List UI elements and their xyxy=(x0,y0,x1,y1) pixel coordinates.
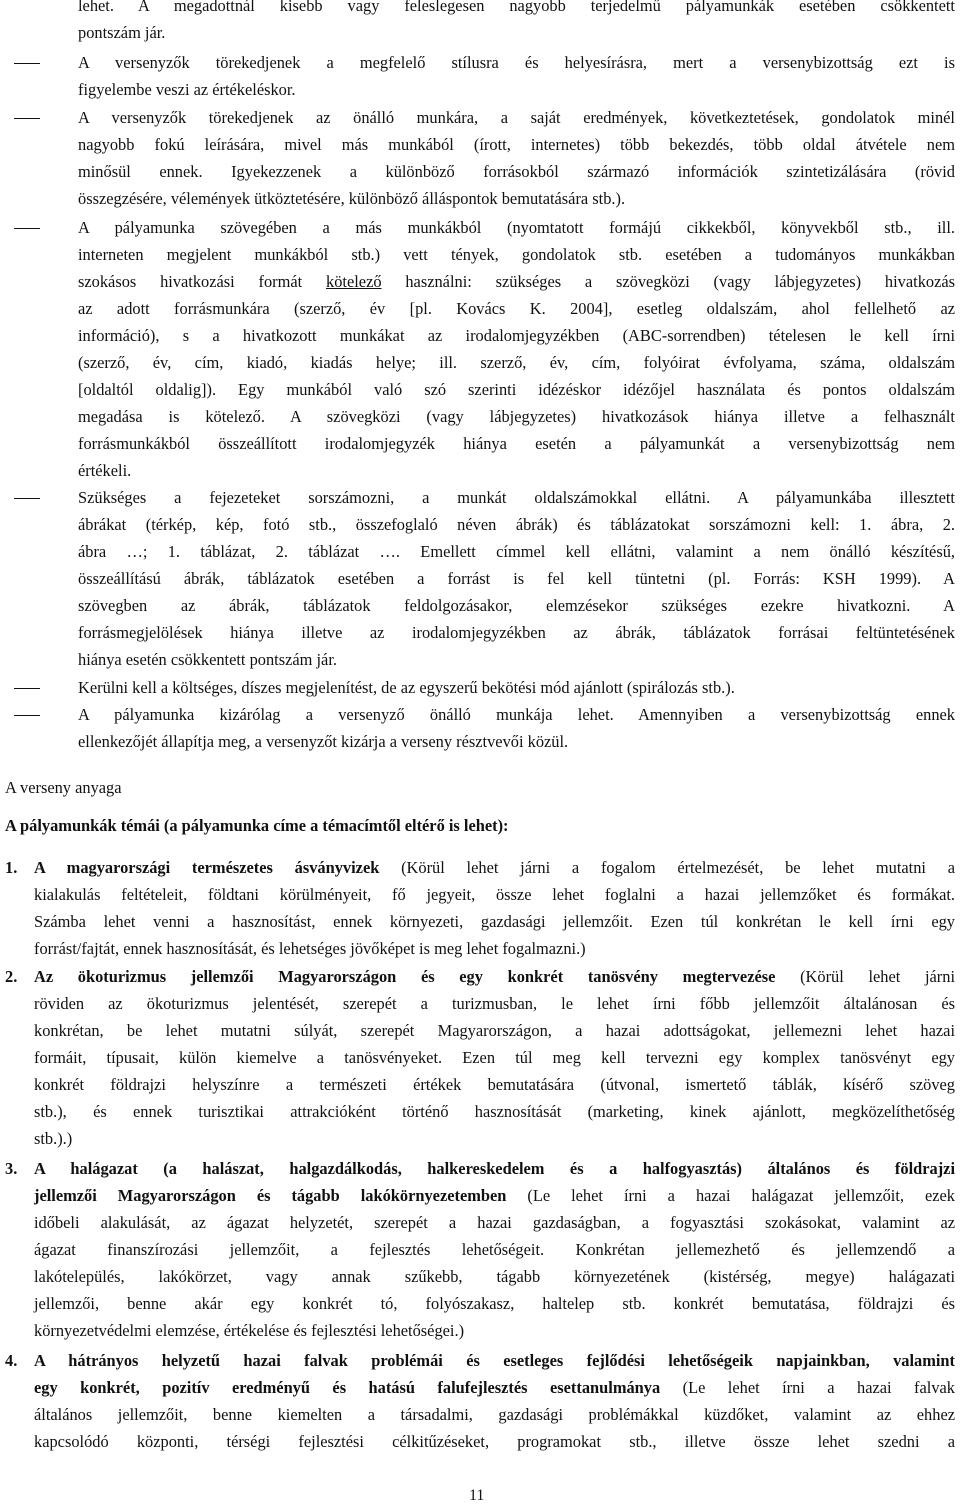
text-line: szokásos hivatkozási formát kötelező használni: szükséges a szövegközi (vagy lábjegyzetes) hivatkozás xyxy=(78,272,956,291)
topics-heading: A pályamunkák témái (a pályamunka címe a témacímtől eltérő is lehet): xyxy=(5,816,509,835)
text-line: stb.), és ennek turisztikai attrakcióként történő hasznosítását (marketing, kinek ajánlott, megközelíthetőség xyxy=(34,1102,955,1121)
text-line: ellenkezőjét állapítja meg, a versenyzőt kizárja a verseny résztvevői közül. xyxy=(78,732,569,751)
text-line: kapcsolódó központi, térségi fejlesztési célkitűzéseket, programokat stb., illetve össze lehet szedni a xyxy=(34,1432,955,1451)
text-line: Kerülni kell a költséges, díszes megjelenítést, de az egyszerű bekötési mód ajánlott (spirálozás stb.). xyxy=(78,678,735,697)
text-line: forrásmunkákból összeállított irodalomjegyzék hiánya esetén a pályamunkát a versenybizottság nem xyxy=(78,434,955,453)
text-line: forrást/fajtát, ennek hasznosítását, és lehetséges jövőképet is meg lehet fogalmazni.) xyxy=(34,939,586,958)
bullet-dash xyxy=(14,228,40,229)
text-line: pontszám jár. xyxy=(78,23,166,42)
topic-number: 4. xyxy=(5,1351,18,1370)
text-line: ábra …; 1. táblázat, 2. táblázat …. Emellett címmel kell ellátni, valamint a nem önálló készítésű, xyxy=(78,542,955,561)
topic-number: 3. xyxy=(5,1159,18,1178)
text-line: jellemzői, benne akár egy konkrét tó, folyószakasz, haltelep stb. konkrét bemutatása, földrajzi és xyxy=(34,1294,955,1313)
bullet-dash xyxy=(14,63,40,64)
text-line: konkrétan, be lehet mutatni súlyát, szerepét Magyarországon, a hazai adottságokat, jellemezni lehet hazai xyxy=(34,1021,955,1040)
text-line: kialakulás feltételeit, földtani körülményeit, fő jegyeit, össze lehet foglalni a hazai jellemzőket és formákat. xyxy=(34,885,955,904)
bullet-dash xyxy=(14,118,40,119)
text-line: egy konkrét, pozitív eredményű és hatású falufejlesztés esettanulmánya (Le lehet írni a hazai falvak xyxy=(34,1378,955,1397)
text-line: [oldaltól oldalig]). Egy munkából való szó szerinti idézéskor idézőjel használata és pontos oldalszám xyxy=(78,380,955,399)
text-line: A pályamunka kizárólag a versenyző önálló munkája lehet. Amennyiben a versenybizottság ennek xyxy=(78,705,955,724)
bullet-dash xyxy=(14,715,40,716)
text-line: lakótelepülés, lakókörzet, vagy annak szűkebb, tágabb környezetének (kistérség, megye) halágazati xyxy=(34,1267,955,1286)
text-line: lehet. A megadottnál kisebb vagy feleslegesen nagyobb terjedelmű pályamunkák esetében csökkentett xyxy=(78,0,955,15)
text-line: jellemzői Magyarországon és tágabb lakókörnyezetemben (Le lehet írni a hazai halágazat jellemzőit, ezek xyxy=(34,1186,955,1205)
section-title: A verseny anyaga xyxy=(5,778,122,797)
text-line: az adott forrásmunkára (szerző, év [pl. Kovács K. 2004], esetleg oldalszám, ahol fellelhető az xyxy=(78,299,955,318)
text-line: forrásmegjelölések hiánya illetve az irodalomjegyzékben az ábrák, táblázatok forrásai feltüntetésének xyxy=(78,623,955,642)
text-line: röviden az ökoturizmus jelentését, szerepét a turizmusban, le lehet írni főbb jellemzőit általánosan és xyxy=(34,994,955,1013)
text-line: (szerző, év, cím, kiadó, kiadás helye; ill. szerző, év, cím, folyóirat évfolyama, száma, oldalszám xyxy=(78,353,955,372)
text-line: összeállítású ábrák, táblázatok esetében a forrást is fel kell tüntetni (pl. Forrás: KSH 1999). A xyxy=(78,569,955,588)
text-line: konkrét földrajzi helyszínre a természeti értékek bemutatására (útvonal, ismertető táblák, kísérő szöveg xyxy=(34,1075,955,1094)
text-line: minősül ennek. Igyekezzenek a különböző forrásokból származó információk szintetizálására (rövid xyxy=(78,162,955,181)
text-line: értékeli. xyxy=(78,461,132,480)
bullet-dash xyxy=(14,498,40,499)
topic-number: 1. xyxy=(5,858,18,877)
text-line: nagyobb fokú leírására, mivel más munkából (írott, internetes) több bekezdés, több oldal átvétele nem xyxy=(78,135,955,154)
text-line: szövegben az ábrák, táblázatok feldolgozásakor, elemzésekor szükséges ezekre hivatkozni. A xyxy=(78,596,955,615)
text-line: figyelembe veszi az értékeléskor. xyxy=(78,80,296,99)
text-line: Szükséges a fejezeteket sorszámozni, a munkát oldalszámokkal ellátni. A pályamunkába illesztett xyxy=(78,488,955,507)
page-number: 11 xyxy=(469,1487,485,1504)
bullet-dash xyxy=(14,688,40,689)
text-line: összegzésére, vélemények ütköztetésére, különböző álláspontok bemutatására stb.). xyxy=(78,189,626,208)
text-line: hiánya esetén csökkentett pontszám jár. xyxy=(78,650,337,669)
text-line: ábrákat (térkép, kép, fotó stb., összefoglaló néven ábrák) és táblázatokat sorszámozni kell: 1. ábra, 2. xyxy=(78,515,955,534)
text-line: A halágazat (a halászat, halgazdálkodás, halkereskedelem és a halfogyasztás) általános és földrajzi xyxy=(34,1159,955,1178)
topic-number: 2. xyxy=(5,967,18,986)
text-line: stb.).) xyxy=(34,1129,73,1148)
text-line: A pályamunka szövegében a más munkákból (nyomtatott formájú cikkekből, könyvekből stb., ill. xyxy=(78,218,955,237)
text-line: Az ökoturizmus jellemzői Magyarországon és egy konkrét tanösvény megtervezése (Körül lehet járni xyxy=(34,967,956,986)
text-line: időbeli alakulását, az ágazat helyzetét, szerepét a hazai gazdaságban, a fogyasztási szokásokat, valamint az xyxy=(34,1213,955,1232)
text-line: környezetvédelmi elemzése, értékelése és fejlesztési lehetőségei.) xyxy=(34,1321,465,1340)
text-line: ágazat finanszírozási jellemzőit, a fejlesztés lehetőségeit. Konkrétan jellemezhető és jellemzendő a xyxy=(34,1240,955,1259)
text-line: interneten megjelent munkákból stb.) vett tények, gondolatok stb. esetében a tudományos munkákban xyxy=(78,245,955,264)
text-line: Számba lehet venni a hasznosítást, ennek környezeti, gazdasági jellemzőit. Ezen túl konkrétan le kell írni egy xyxy=(34,912,955,931)
text-line: A versenyzők törekedjenek az önálló munkára, a saját eredmények, következtetések, gondolatok minél xyxy=(78,108,955,127)
text-line: A hátrányos helyzetű hazai falvak problémái és esetleges fejlődési lehetőségeik napjainkban, valamint xyxy=(34,1351,955,1370)
text-line: általános jellemzőit, benne kiemelten a társadalmi, gazdasági problémákkal küzdőket, valamint az ehhez xyxy=(34,1405,955,1424)
text-line: információ), s a hivatkozott munkákat az irodalomjegyzékben (ABC-sorrendben) tételesen le kell írni xyxy=(78,326,955,345)
text-line: formáit, típusait, külön kiemelve a tanösvényeket. Ezen túl meg kell tervezni egy komplex tanösvényt egy xyxy=(34,1048,955,1067)
underlined-word: kötelező xyxy=(326,272,382,291)
text-line: megadása is kötelező. A szövegközi (vagy lábjegyzetes) hivatkozások hiánya illetve a felhasznált xyxy=(78,407,955,426)
text-line: A versenyzők törekedjenek a megfelelő stílusra és helyesírásra, mert a versenybizottság ezt is xyxy=(78,53,955,72)
text-line: A magyarországi természetes ásványvizek (Körül lehet járni a fogalom értelmezését, be lehet mutatni a xyxy=(34,858,955,877)
